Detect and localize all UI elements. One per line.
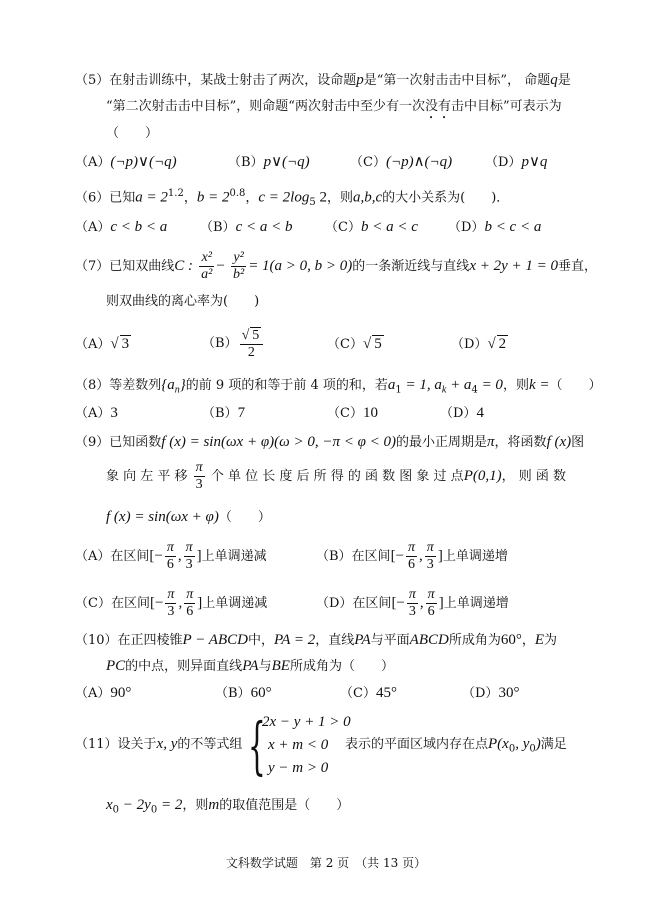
- q11-ineq3: y − m > 0: [268, 760, 329, 776]
- q9-option-a: （A）在区间[− $\frac{\pi}{6}$ , $\frac{\pi}{3}$ ]上单调递减: [75, 540, 267, 572]
- q10-options: [75, 683, 520, 704]
- q5-option-c: （C）(¬p)∧(¬q): [350, 154, 453, 170]
- q8-options: [75, 403, 484, 424]
- q6-option-c: （C）b < a < c: [325, 219, 418, 235]
- q8-option-a: （A）3: [75, 405, 118, 421]
- q5-options: [75, 152, 548, 173]
- q10-stem: （10）在正四棱锥P − ABCD中，PA = 2，直线PA与平面ABCD所成角为60°，E为: [75, 632, 558, 648]
- q9-option-b: （B）在区间[− $\frac{\pi}{6}$ , $\frac{\pi}{3}$ ]上单调递增: [316, 540, 508, 572]
- q8-option-d: （D）4: [440, 405, 484, 421]
- q5-line1: （5）在射击训练中，某战士射击了两次，设命题p是“第一次射击击中目标”， 命题q是: [75, 72, 571, 88]
- q6-option-a: （A）c < b < a: [75, 219, 168, 235]
- q11-line2: $x_0 - 2y_0 = 2$，则m的取值范围是（ ）: [106, 797, 350, 816]
- q9-option-d: （D）在区间[− $\frac{\pi}{3}$ , $\frac{\pi}{6}$ ]上单调递增: [316, 587, 509, 619]
- q7-option-b: （B） $\frac{√ 5}{2}$: [202, 326, 265, 362]
- q7-options: [75, 326, 507, 363]
- q11-ineq2: x + m < 0: [268, 737, 329, 753]
- q9-option-c: （C）在区间[− $\frac{\pi}{3}$ , $\frac{\pi}{6}$ ]上单调递减: [75, 587, 268, 619]
- q8-option-c: （C）10: [327, 405, 378, 421]
- q11-stem-right: 表示的平面区域内存在点$P(x_0$, $y_0$)满足: [345, 736, 567, 755]
- q5-blank: （ ）: [106, 126, 159, 141]
- q10-option-c: （C）45°: [340, 685, 397, 701]
- q7-line2: 则双曲线的离心率为( ): [106, 294, 260, 309]
- q7-frac-x: $\frac{\text{x²}}{\text{a²}}$: [201, 250, 213, 282]
- q6-stem: （6）已知$a = 2^{1.2}$，$b = 2^{0.8}$，$c = 2\log_5$ 2，则a,b,c的大小关系为( )．: [75, 188, 510, 208]
- q6-option-d: （D）b < c < a: [448, 219, 542, 235]
- q9-stem: （9）已知函数f (x) = sin(ωx + φ)(ω > 0, −π < φ < 0)的最小正周期是π，将函数f (x)图: [75, 434, 585, 450]
- q5-option-a: （A）(¬p)∨(¬q): [75, 154, 177, 170]
- q9-line2: 象 向 左 平 移 $\frac{\pi}{3}$ 个 单 位 长 度 后 所 得 的 函 数 图 象 过 点P(0,1)， 则 函 数: [106, 460, 566, 492]
- q5-option-b: （B）p∨(¬q): [228, 154, 310, 170]
- q7-frac-y: $\frac{\text{y²}}{\text{b²}}$: [232, 250, 245, 282]
- q6-options: [75, 217, 542, 238]
- q7-option-c: （C）√ 5: [327, 336, 382, 352]
- q7-stem: （7）已知双曲线C : $\frac{\text{x²}}{\text{a²}}$ − $\frac{\text{y²}}{\text{b²}}$ = 1(a > 0, b > 0)的一条渐近线与直线x + 2y + 1 = 0垂直，: [75, 250, 598, 282]
- q8-option-b: （B）7: [202, 405, 246, 421]
- q9-line3: f (x) = sin(ωx + φ)（ ）: [106, 509, 271, 525]
- q7-option-d: （D）√ 2: [451, 336, 507, 352]
- q11-brace: {: [248, 709, 266, 782]
- q10-option-d: （D）30°: [462, 685, 520, 701]
- q7-option-a: （A）√ 3: [75, 336, 130, 352]
- q10-option-a: （A）90°: [75, 685, 132, 701]
- q10-option-b: （B）60°: [215, 685, 272, 701]
- q10-line2: PC的中点，则异面直线PA与BE所成角为（ ）: [106, 658, 394, 674]
- q6-option-b: （B）c < a < b: [200, 219, 293, 235]
- page-footer: 文科数学试题 第 2 页 （共 13 页）: [225, 856, 427, 870]
- q11-stem: （11）设关于x, y的不等式组: [75, 736, 243, 752]
- q8-stem: （8）等差数列$\{a_n\}$的前 9 项的和等于前 4 项的和，若$a_1 = 1$, $a_k + a_4 = 0$，则k =（ ）: [75, 377, 602, 396]
- q11-ineq1: 2x − y + 1 > 0: [262, 714, 351, 730]
- q5-option-d: （D）p∨q: [485, 154, 548, 170]
- q5-line2: “第二次射击击中目标”，则命题“两次射击中至少有一次没有击中目标”可表示为: [106, 99, 562, 114]
